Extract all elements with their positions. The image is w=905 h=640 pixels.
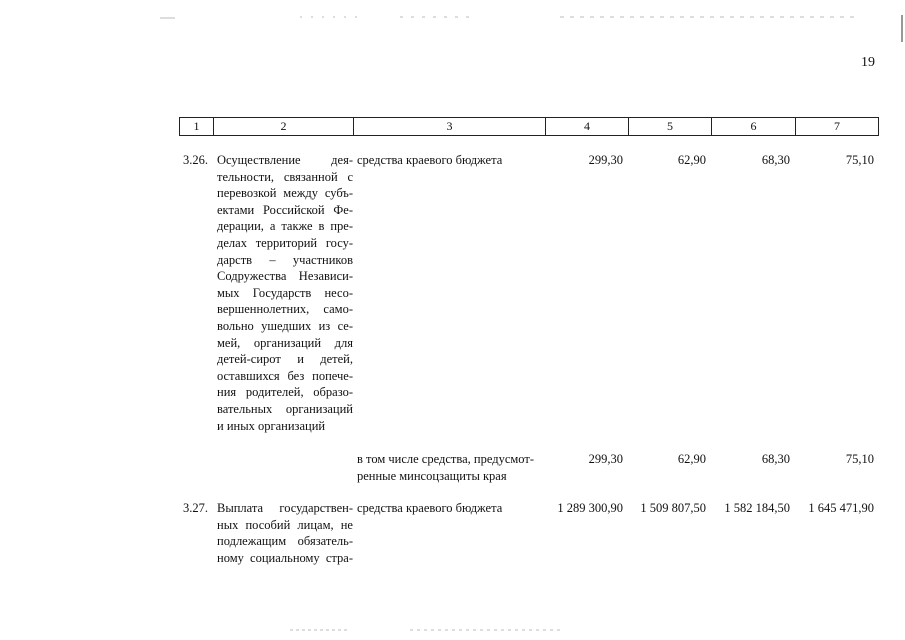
page-number: 19: [861, 55, 875, 70]
description-line: ектами Российской Фе-: [217, 202, 353, 217]
row-description: [217, 152, 353, 434]
description-line: вательных организаций: [217, 401, 353, 416]
value-col-5: 62,90: [677, 452, 706, 466]
value-col-4: 299,30: [588, 153, 623, 167]
description-line: Выплата государствен-: [217, 501, 353, 515]
source-line: в том числе средства, предусмот-: [357, 452, 534, 466]
header-cell-3: 3: [354, 118, 546, 135]
description-line: делах территорий госу-: [217, 235, 353, 250]
value-col-4: 299,30: [588, 452, 623, 466]
header-cell-5: 5: [629, 118, 712, 135]
description-line: детей-сирот и детей,: [217, 352, 353, 367]
source-line: ренные минсоцзащиты края: [357, 468, 507, 483]
description-line: и иных организаций: [217, 418, 326, 433]
value-col-5: 1 509 807,50: [640, 501, 706, 515]
table-header: [179, 117, 879, 136]
description-line: вершеннолетних, само-: [217, 302, 353, 317]
description-line: Осуществление дея-: [217, 153, 353, 167]
value-col-5: 62,90: [677, 153, 706, 167]
description-line: вольно ушедших из се-: [217, 318, 353, 333]
value-col-6: 68,30: [761, 452, 790, 466]
description-line: дарств – участников: [217, 252, 353, 267]
description-line: ных пособий лицам, не: [217, 517, 353, 532]
row-number: 3.27.: [183, 501, 208, 515]
value-col-6: 68,30: [761, 153, 790, 167]
description-line: оставшихся без попече-: [217, 368, 353, 383]
description-line: дерации, а также в пре-: [217, 219, 353, 234]
description-line: ния родителей, образо-: [217, 385, 353, 400]
header-cell-2: 2: [214, 118, 354, 135]
description-line: подлежащим обязатель-: [217, 534, 353, 549]
description-line: тельности, связанной с: [217, 169, 353, 184]
header-cell-1: 1: [180, 118, 214, 135]
value-col-6: 1 582 184,50: [724, 501, 790, 515]
description-line: ному социальному стра-: [217, 550, 353, 565]
description-line: мых Государств несо-: [217, 285, 353, 300]
value-col-7: 75,10: [845, 153, 874, 167]
header-cell-4: 4: [546, 118, 629, 135]
value-col-4: 1 289 300,90: [557, 501, 623, 515]
header-cell-7: 7: [834, 119, 840, 133]
row-source: [357, 451, 547, 484]
row-number: 3.26.: [183, 153, 208, 167]
description-line: Содружества Независи-: [217, 269, 353, 284]
row-source: средства краевого бюджета: [357, 501, 503, 515]
row-source: средства краевого бюджета: [357, 153, 503, 167]
value-col-7: 75,10: [845, 452, 874, 466]
value-col-7: 1 645 471,90: [808, 501, 874, 515]
description-line: мей, организаций для: [217, 335, 353, 350]
description-line: перевозкой между субъ-: [217, 186, 353, 201]
header-cell-6: 6: [712, 118, 796, 135]
row-description: [217, 500, 353, 566]
